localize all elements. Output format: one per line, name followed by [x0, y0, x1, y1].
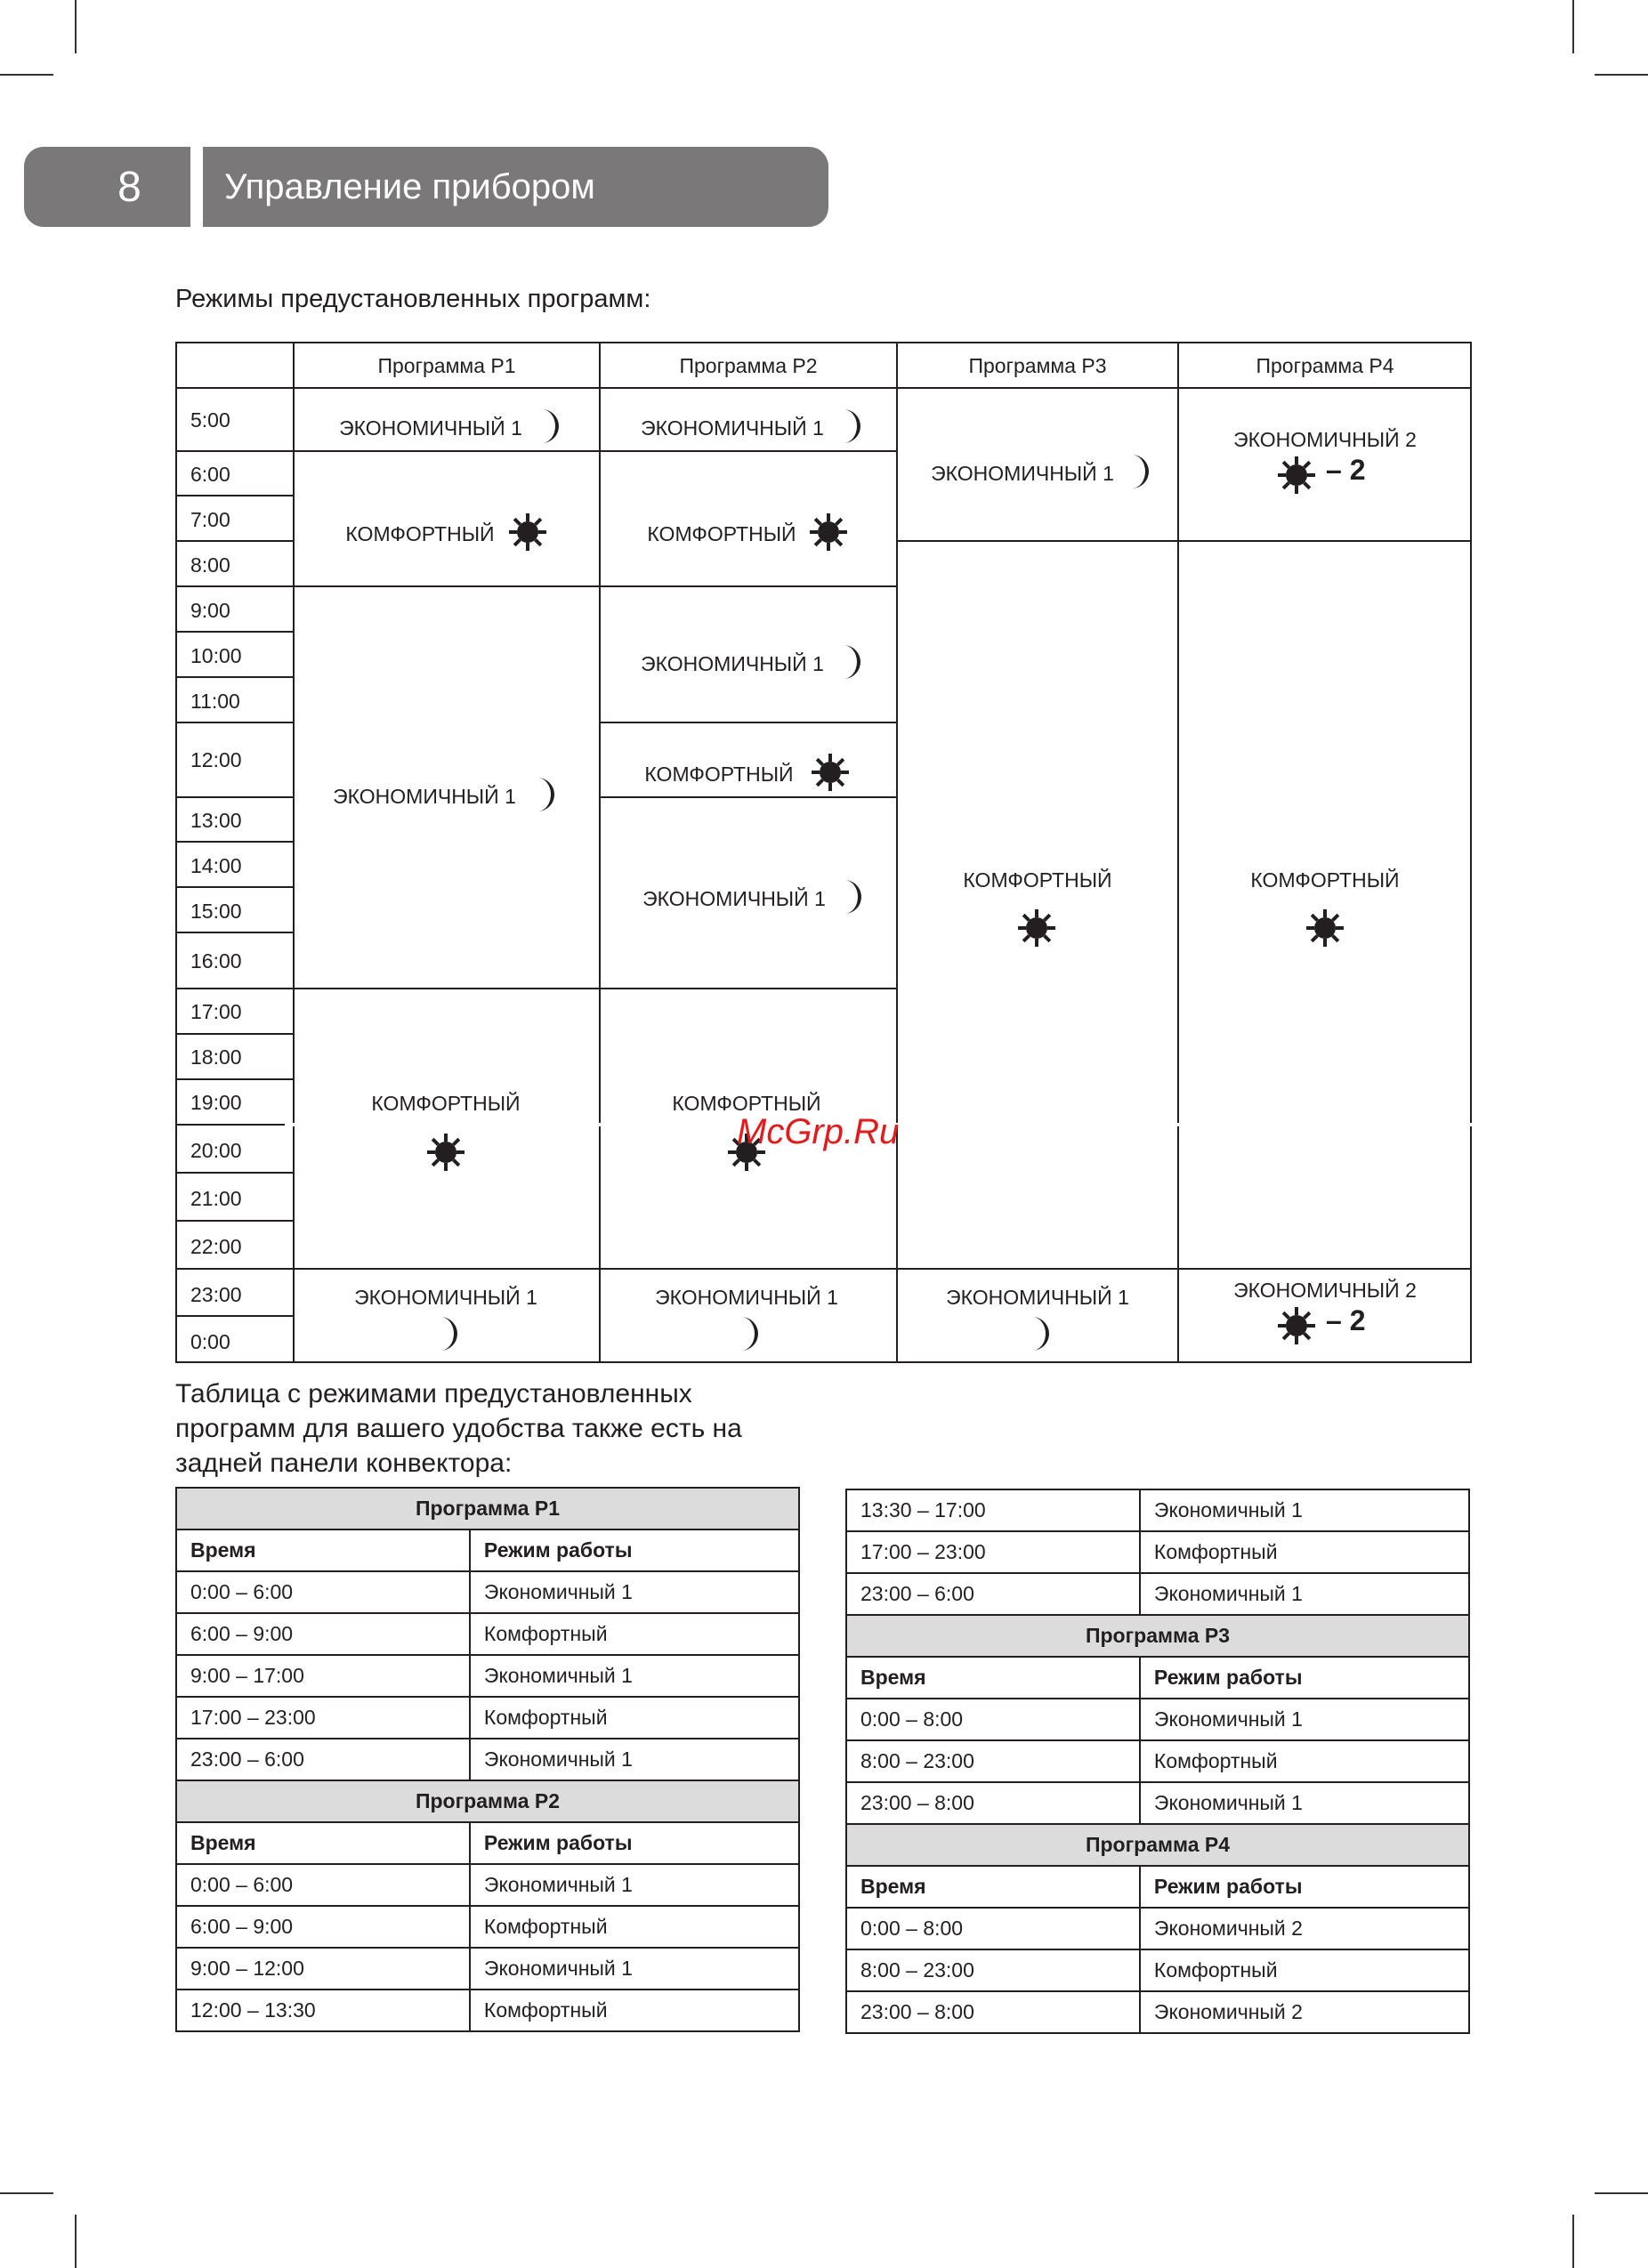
sun-icon — [808, 512, 849, 553]
mode-cell: Комфортный — [470, 1613, 799, 1655]
time-label: 12:00 — [190, 748, 242, 771]
sun-icon — [1276, 455, 1317, 496]
table-row — [846, 1573, 1469, 1615]
p2-mode-label: ЭКОНОМИЧНЫЙ 1 — [655, 1286, 838, 1309]
mode-cell: Экономичный 1 — [1140, 1699, 1469, 1740]
sun-icon — [1305, 908, 1345, 948]
sun-icon — [810, 752, 851, 793]
time-label: 9:00 — [190, 599, 230, 622]
p1-mode-label: ЭКОНОМИЧНЫЙ 1 — [333, 785, 516, 808]
time-cell: 17:00 – 23:00 — [176, 1697, 470, 1739]
table-row — [176, 1739, 799, 1780]
table-title: Программа P2 — [176, 1780, 799, 1822]
crop-mark — [1572, 2215, 1574, 2268]
moon-icon — [840, 644, 861, 680]
sun-icon — [1276, 1305, 1317, 1346]
mode-cell: Комфортный — [1140, 1531, 1469, 1573]
time-label: 23:00 — [190, 1283, 242, 1306]
mode-cell: Комфортный — [1140, 1740, 1469, 1782]
column-header-p2: Программа P2 — [679, 354, 818, 377]
p2-mode-label: КОМФОРТНЫЙ — [672, 1092, 821, 1115]
time-cell: 17:00 – 23:00 — [846, 1531, 1140, 1573]
time-cell: 23:00 – 6:00 — [176, 1739, 470, 1780]
moon-icon — [437, 1316, 458, 1352]
table-row — [846, 1699, 1469, 1740]
time-label: 7:00 — [190, 508, 230, 531]
time-cell: 8:00 – 23:00 — [846, 1949, 1140, 1991]
column-header: Режим работы — [470, 1822, 799, 1864]
column-header: Режим работы — [470, 1529, 799, 1571]
time-cell: 23:00 – 6:00 — [846, 1573, 1140, 1615]
p2-mode-label: ЭКОНОМИЧНЫЙ 1 — [642, 887, 826, 910]
time-label: 13:00 — [190, 809, 242, 832]
p1-mode-label: КОМФОРТНЫЙ — [345, 522, 495, 545]
time-label: 22:00 — [190, 1235, 242, 1258]
table-row — [846, 1740, 1469, 1782]
moon-icon — [840, 408, 861, 444]
schedule-caption: Режимы предустановленных программ: — [175, 285, 651, 313]
table-row — [846, 1531, 1469, 1573]
column-header: Время — [176, 1822, 470, 1864]
p3-mode-label: ЭКОНОМИЧНЫЙ 1 — [946, 1286, 1129, 1309]
time-cell: 0:00 – 8:00 — [846, 1908, 1140, 1949]
table-row — [176, 1864, 799, 1906]
time-label: 5:00 — [190, 408, 230, 432]
note-paragraph: Таблица с режимами предустановленных программ для вашего удобства также есть на задней панели конвектора: — [175, 1379, 742, 1478]
time-label: 14:00 — [190, 854, 242, 877]
p2-mode-label: КОМФОРТНЫЙ — [647, 522, 796, 545]
time-label: 18:00 — [190, 1045, 242, 1069]
time-label: 17:00 — [190, 1000, 242, 1023]
p2-mode-label: ЭКОНОМИЧНЫЙ 1 — [641, 652, 824, 675]
mode-cell: Экономичный 2 — [1140, 1908, 1469, 1949]
table-title: Программа P4 — [846, 1824, 1469, 1866]
mode-cell: Комфортный — [470, 1906, 799, 1948]
time-cell: 23:00 – 8:00 — [846, 1991, 1140, 2033]
mode-cell: Комфортный — [470, 1697, 799, 1739]
minus-two-label: – 2 — [1326, 454, 1366, 486]
moon-icon — [538, 408, 560, 444]
p4-mode-label: ЭКОНОМИЧНЫЙ 2 — [1233, 428, 1417, 451]
table-row — [846, 1991, 1469, 2033]
time-label: 20:00 — [190, 1139, 242, 1162]
crop-mark — [75, 2215, 77, 2268]
table-row — [176, 1655, 799, 1697]
mode-cell: Экономичный 1 — [470, 1655, 799, 1697]
time-label: 10:00 — [190, 644, 242, 667]
mode-cell: Экономичный 1 — [470, 1571, 799, 1613]
watermark: McGrp.Ru — [737, 1112, 900, 1151]
table-row — [176, 1613, 799, 1655]
sun-icon — [425, 1132, 466, 1173]
moon-icon — [1128, 454, 1150, 489]
p1-mode-label: КОМФОРТНЫЙ — [371, 1092, 521, 1115]
time-cell: 13:30 – 17:00 — [846, 1489, 1140, 1531]
column-header-p4: Программа P4 — [1256, 354, 1394, 377]
time-label: 6:00 — [190, 463, 230, 486]
table-row — [846, 1489, 1469, 1531]
table-row — [846, 1949, 1469, 1991]
column-header: Время — [176, 1529, 470, 1571]
p1-mode-label: ЭКОНОМИЧНЫЙ 1 — [339, 416, 522, 440]
page-number: 8 — [24, 147, 190, 227]
sun-icon — [507, 512, 548, 553]
p4-mode-label: ЭКОНОМИЧНЫЙ 2 — [1233, 1279, 1417, 1302]
time-cell: 6:00 – 9:00 — [176, 1613, 470, 1655]
mode-cell: Экономичный 2 — [1140, 1991, 1469, 2033]
time-cell: 0:00 – 6:00 — [176, 1864, 470, 1906]
p3-mode-label: КОМФОРТНЫЙ — [963, 868, 1112, 892]
program-table-left — [175, 1487, 800, 2032]
p2-mode-label: ЭКОНОМИЧНЫЙ 1 — [641, 416, 824, 440]
p1-mode-label: ЭКОНОМИЧНЫЙ 1 — [354, 1286, 537, 1309]
moon-icon — [738, 1316, 759, 1352]
time-label: 0:00 — [190, 1330, 230, 1353]
mode-cell: Экономичный 1 — [470, 1948, 799, 1990]
crop-mark — [1595, 2192, 1648, 2194]
mode-cell: Комфортный — [470, 1990, 799, 2031]
mode-cell: Экономичный 1 — [470, 1739, 799, 1780]
time-cell: 8:00 – 23:00 — [846, 1740, 1140, 1782]
column-header: Режим работы — [1140, 1866, 1469, 1908]
page-title: Управление прибором — [203, 147, 828, 227]
table-row — [176, 1571, 799, 1613]
time-cell: 23:00 – 8:00 — [846, 1782, 1140, 1824]
moon-icon — [841, 879, 862, 915]
time-label: 8:00 — [190, 553, 230, 577]
minus-two-label: – 2 — [1326, 1304, 1366, 1336]
column-header-p1: Программа P1 — [377, 354, 516, 377]
table-row — [176, 1906, 799, 1948]
time-label: 19:00 — [190, 1091, 242, 1114]
time-cell: 9:00 – 17:00 — [176, 1655, 470, 1697]
mode-cell: Экономичный 1 — [1140, 1782, 1469, 1824]
table-row — [176, 1697, 799, 1739]
moon-icon — [1029, 1316, 1050, 1352]
time-cell: 6:00 – 9:00 — [176, 1906, 470, 1948]
crop-mark — [0, 2192, 53, 2194]
time-label: 11:00 — [190, 690, 240, 713]
program-table-right — [845, 1489, 1470, 2034]
table-row — [176, 1948, 799, 1990]
column-header: Время — [846, 1866, 1140, 1908]
time-label: 21:00 — [190, 1187, 242, 1210]
p2-mode-label: КОМФОРТНЫЙ — [644, 763, 794, 786]
time-cell: 9:00 – 12:00 — [176, 1948, 470, 1990]
p4-mode-label: КОМФОРТНЫЙ — [1250, 868, 1400, 892]
table-title: Программа P1 — [176, 1488, 799, 1529]
time-label: 15:00 — [190, 900, 242, 923]
time-label: 16:00 — [190, 949, 242, 973]
table-title: Программа P3 — [846, 1615, 1469, 1657]
mode-cell: Экономичный 1 — [1140, 1573, 1469, 1615]
time-cell: 12:00 – 13:30 — [176, 1990, 470, 2031]
sun-icon — [1016, 908, 1057, 948]
column-header: Режим работы — [1140, 1657, 1469, 1699]
moon-icon — [534, 777, 555, 812]
time-cell: 0:00 – 6:00 — [176, 1571, 470, 1613]
table-row — [176, 1990, 799, 2031]
table-row — [846, 1908, 1469, 1949]
table-row — [846, 1782, 1469, 1824]
mode-cell: Экономичный 1 — [470, 1864, 799, 1906]
column-header-p3: Программа P3 — [968, 354, 1107, 377]
mode-cell: Экономичный 1 — [1140, 1489, 1469, 1531]
column-header: Время — [846, 1657, 1140, 1699]
time-cell: 0:00 – 8:00 — [846, 1699, 1140, 1740]
mode-cell: Комфортный — [1140, 1949, 1469, 1991]
p3-mode-label: ЭКОНОМИЧНЫЙ 1 — [931, 462, 1114, 485]
